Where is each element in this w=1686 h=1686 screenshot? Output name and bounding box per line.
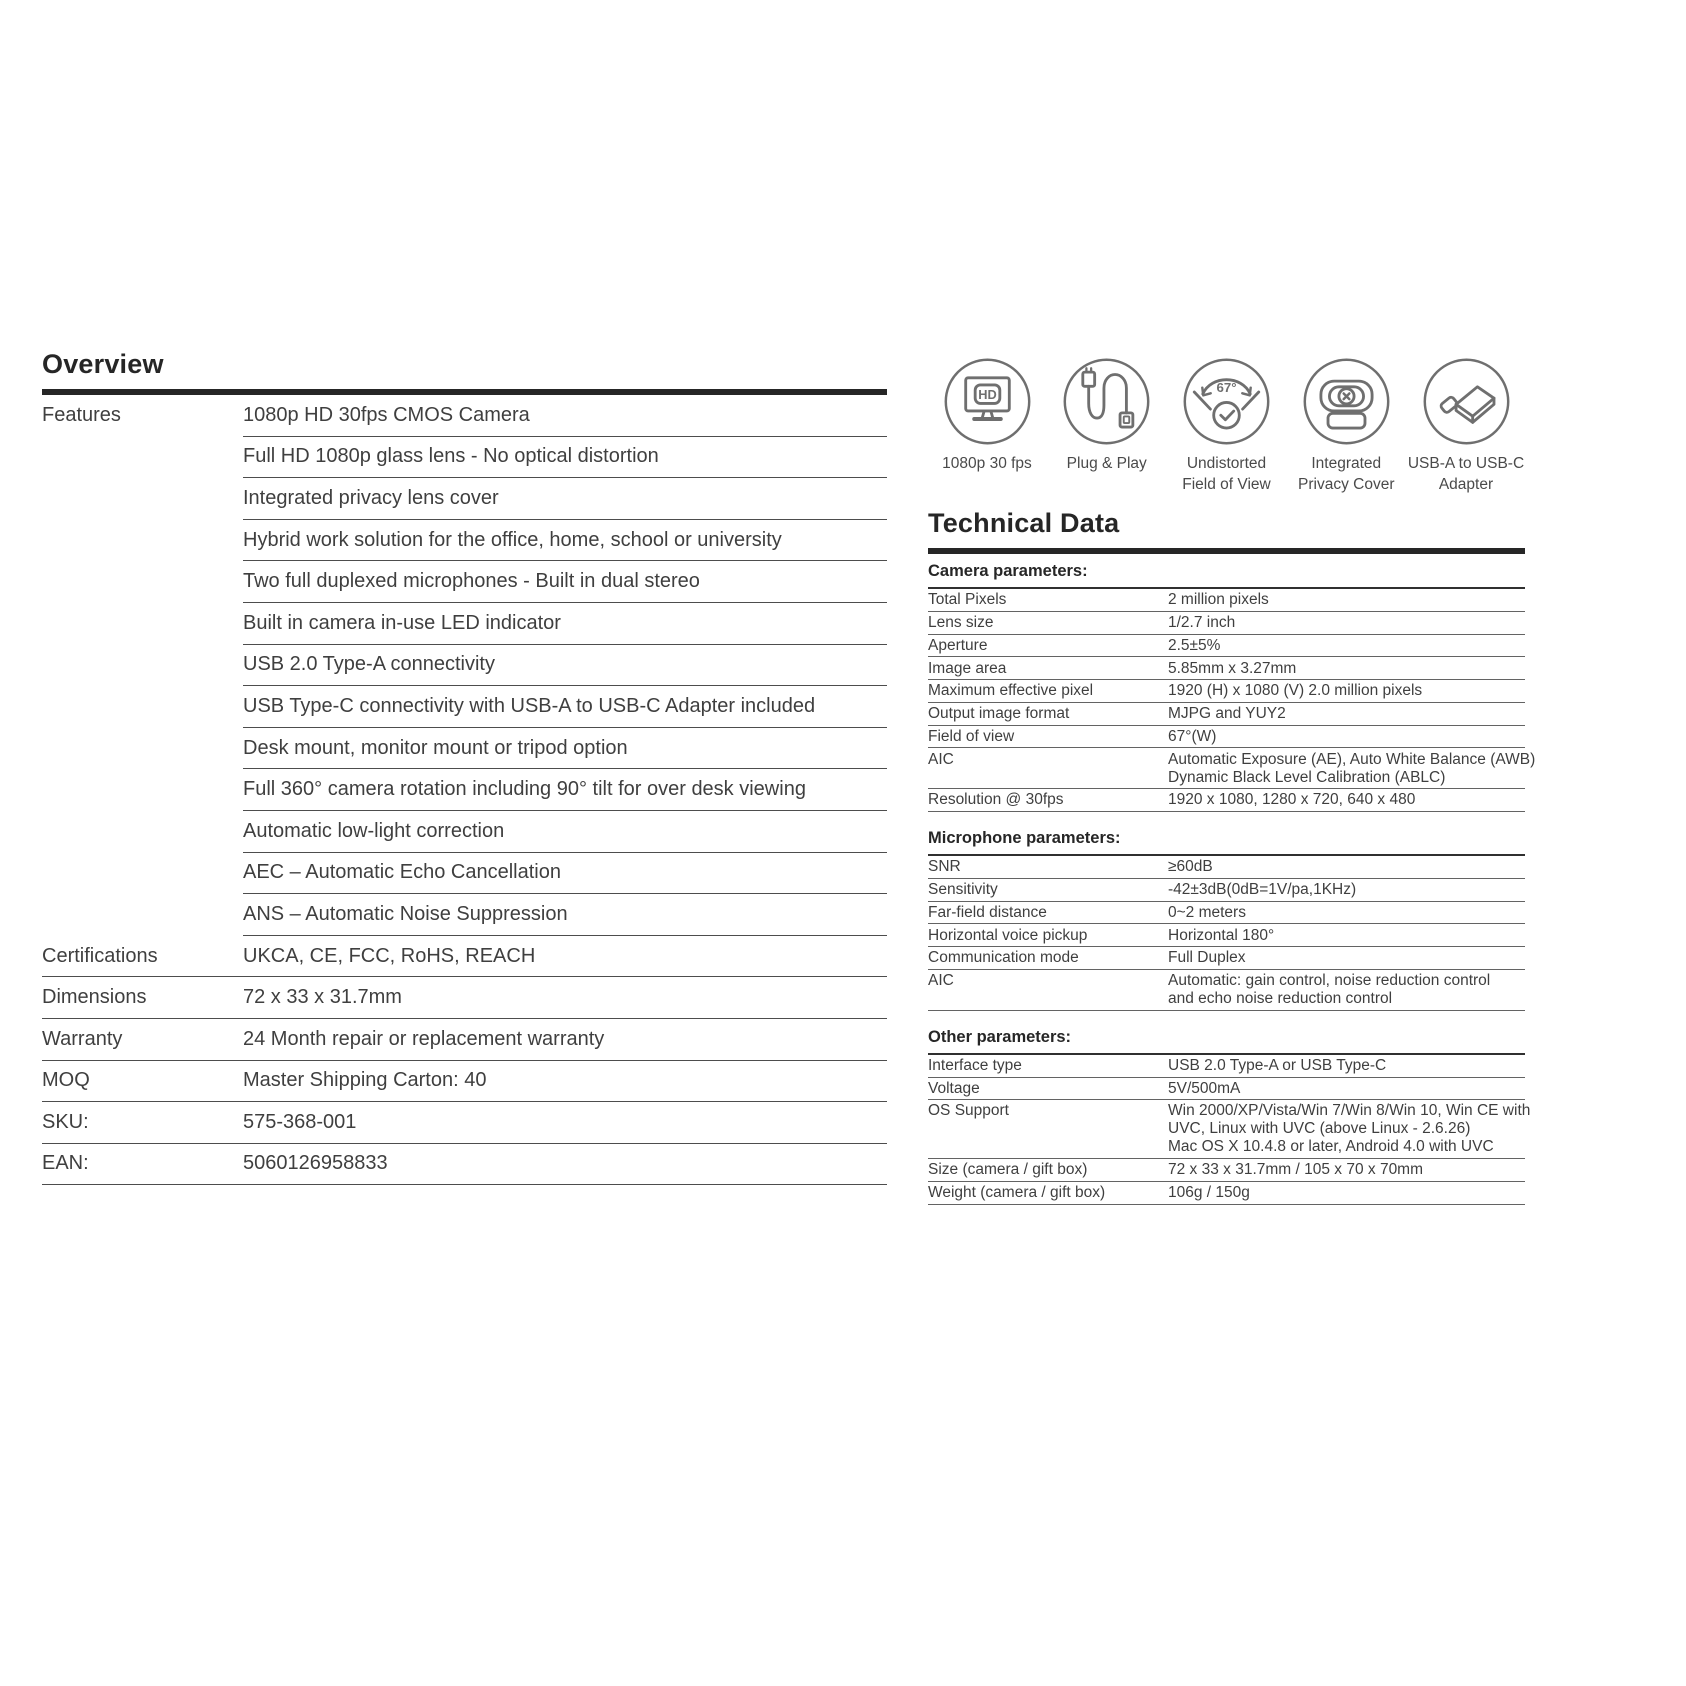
tech-row-label: Horizontal voice pickup [928, 926, 1088, 944]
tech-row-value [1168, 858, 1525, 876]
tech-row-value-line: 1920 (H) x 1080 (V) 2.0 million pixels [1168, 682, 1423, 700]
tech-row-value [1168, 791, 1525, 809]
tech-row [928, 1159, 1525, 1182]
technical-data-title: Technical Data [928, 508, 1120, 538]
feature-badge [1168, 356, 1286, 508]
tech-row-value [1168, 972, 1525, 1008]
technical-data-tables [928, 554, 1536, 1205]
svg-text:67°: 67° [1216, 380, 1237, 396]
tech-row [928, 879, 1525, 902]
overview-row-value: Full HD 1080p glass lens - No optical distortion [243, 437, 887, 479]
tech-row [928, 1078, 1525, 1101]
tech-row-value [1168, 591, 1525, 609]
overview-feature-row [42, 603, 887, 645]
tech-section-heading: Other parameters: [928, 1020, 1525, 1055]
tech-row [928, 902, 1525, 925]
overview-feature-row [42, 520, 887, 562]
tech-row-value [1168, 682, 1525, 700]
tech-row-label: Sensitivity [928, 881, 998, 898]
overview-feature-row [42, 561, 887, 603]
badge-label-line: Adapter [1438, 475, 1494, 493]
tech-row [928, 1055, 1525, 1078]
tech-row [928, 947, 1525, 970]
overview-row-label: Features [42, 404, 121, 427]
overview-row-label [42, 561, 243, 603]
tech-row-label: Resolution @ 30fps [928, 791, 1064, 809]
overview-feature-row [42, 395, 887, 437]
overview-row-value: Desk mount, monitor mount or tripod option [243, 728, 887, 770]
tech-row-value-line: USB 2.0 Type-A or USB Type-C [1168, 1056, 1387, 1074]
tech-row-value [1168, 881, 1525, 899]
tech-row-label: Output image format [928, 705, 1070, 723]
tech-row-value-line: 5.85mm x 3.27mm [1168, 659, 1297, 677]
overview-row-value: Full 360° camera rotation including 90° tilt for over desk viewing [243, 769, 887, 811]
tech-row-value [1168, 705, 1525, 723]
badge-label [1407, 454, 1525, 495]
tech-row-value-line: Full Duplex [1168, 949, 1246, 967]
tech-row-value [1168, 1184, 1525, 1202]
tech-row-value-line: 1920 x 1080, 1280 x 720, 640 x 480 [1168, 791, 1416, 809]
tech-row [928, 970, 1525, 1011]
tech-row-value-line: Mac OS X 10.4.8 or later, Android 4.0 with UVC [1168, 1138, 1494, 1156]
badge-label-line: 1080p 30 fps [942, 455, 1032, 472]
tech-row-value-line: 2 million pixels [1168, 591, 1269, 609]
tech-row-label: Lens size [928, 613, 994, 631]
overview-table [42, 395, 887, 1185]
overview-row-value: Integrated privacy lens cover [243, 478, 887, 520]
privacy-cover-icon [1287, 356, 1405, 447]
tech-row [928, 748, 1536, 789]
tech-row-value-line: -42±3dB(0dB=1V/pa,1KHz) [1168, 881, 1357, 898]
tech-row-value-line: Dynamic Black Level Calibration (ABLC) [1168, 768, 1446, 786]
overview-feature-row [42, 769, 887, 811]
overview-row-value: 72 x 33 x 31.7mm [243, 986, 402, 1009]
tech-section-heading: Camera parameters: [928, 554, 1525, 589]
overview-row-value: Master Shipping Carton: 40 [243, 1069, 487, 1092]
overview-feature-row [42, 478, 887, 520]
overview-row-label [42, 520, 243, 562]
tech-row-value-line: 1/2.7 inch [1168, 613, 1236, 631]
overview-feature-row [42, 853, 887, 895]
tech-row-label: Far-field distance [928, 903, 1047, 921]
overview-row-label: MOQ [42, 1069, 90, 1092]
overview-meta-row [42, 1102, 887, 1144]
tech-row-value-line: 72 x 33 x 31.7mm / 105 x 70 x 70mm [1168, 1161, 1424, 1179]
badge-label-line: USB-A to USB-C [1407, 455, 1525, 472]
overview-row-label: SKU: [42, 1110, 89, 1133]
overview-feature-row [42, 437, 887, 479]
tech-row-value-line: MJPG and YUY2 [1168, 705, 1286, 723]
overview-meta-row [42, 1144, 887, 1186]
tech-row [928, 726, 1525, 749]
tech-row-label: Weight (camera / gift box) [928, 1184, 1106, 1202]
overview-row-value: 1080p HD 30fps CMOS Camera [243, 395, 887, 437]
tech-section-heading: Microphone parameters: [928, 821, 1525, 856]
tech-row-label: Communication mode [928, 949, 1079, 967]
tech-row-value [1168, 637, 1525, 655]
tech-row-label: Field of view [928, 727, 1015, 745]
overview-meta-row [42, 977, 887, 1019]
feature-badge [1407, 356, 1525, 508]
field-of-view-icon [1168, 356, 1286, 447]
overview-row-value: Two full duplexed microphones - Built in dual stereo [243, 561, 887, 603]
tech-row [928, 1182, 1525, 1205]
overview-feature-row [42, 728, 887, 770]
overview-row-value: Built in camera in-use LED indicator [243, 603, 887, 645]
tech-row-value [1168, 751, 1535, 787]
tech-row-label: Total Pixels [928, 591, 1007, 609]
overview-row-label [42, 645, 243, 687]
tech-row-value [1168, 904, 1525, 922]
overview-feature-row [42, 686, 887, 728]
overview-row-label [42, 603, 243, 645]
overview-row-label: EAN: [42, 1152, 89, 1175]
overview-row-label [42, 686, 243, 728]
tech-row [928, 680, 1525, 703]
tech-row [928, 924, 1525, 947]
feature-badges-row [928, 356, 1525, 508]
overview-row-value: Automatic low-light correction [243, 811, 887, 853]
tech-row [928, 856, 1525, 879]
badge-label-line: Integrated [1311, 455, 1382, 472]
tech-row-label: OS Support [928, 1102, 1009, 1120]
overview-row-label [42, 437, 243, 479]
technical-data-section [928, 508, 1525, 554]
overview-feature-row [42, 811, 887, 853]
feature-badge [1287, 356, 1405, 508]
tech-row-value [1168, 1057, 1525, 1075]
tech-row [928, 657, 1525, 680]
tech-row-value [1168, 1102, 1530, 1156]
overview-row-value: USB Type-C connectivity with USB-A to USB-C Adapter included [243, 686, 887, 728]
usb-cable-icon [1048, 356, 1166, 447]
tech-row-value [1168, 927, 1525, 945]
tech-row-label: Image area [928, 659, 1007, 677]
overview-row-label: Certifications [42, 944, 158, 967]
tech-row [928, 635, 1525, 658]
overview-feature-row [42, 645, 887, 687]
tech-row-label: Interface type [928, 1056, 1022, 1074]
overview-row-value: UKCA, CE, FCC, RoHS, REACH [243, 944, 536, 967]
tech-row-value [1168, 949, 1525, 967]
badge-label-line: Undistorted [1186, 455, 1267, 472]
tech-row-label: AIC [928, 750, 954, 768]
tech-row-value [1168, 614, 1525, 632]
tech-row-value-line: 106g / 150g [1168, 1184, 1250, 1202]
overview-row-value: 24 Month repair or replacement warranty [243, 1027, 605, 1050]
tech-row-label: SNR [928, 858, 961, 876]
feature-badge [1048, 356, 1166, 508]
overview-title: Overview [42, 349, 164, 379]
tech-row-label: Size (camera / gift box) [928, 1161, 1088, 1179]
tech-row [928, 589, 1525, 612]
tech-row-label: AIC [928, 972, 954, 990]
tech-row-value-line: Horizontal 180° [1168, 926, 1275, 944]
overview-row-label [42, 478, 243, 520]
tech-row [928, 1100, 1531, 1159]
overview-row-label [42, 769, 243, 811]
tech-row-value-line: Win 2000/XP/Vista/Win 7/Win 8/Win 10, Win CE with [1168, 1102, 1531, 1120]
tech-row [928, 789, 1525, 812]
overview-feature-row [42, 894, 887, 936]
tech-row-value-line: 67°(W) [1168, 727, 1217, 745]
badge-label-line: Plug & Play [1066, 455, 1147, 472]
badge-label [1168, 454, 1286, 495]
overview-row-label [42, 894, 243, 936]
tech-row-value [1168, 728, 1525, 746]
badge-label [1048, 454, 1166, 475]
svg-text:HD: HD [977, 387, 997, 403]
tech-row-value-line: and echo noise reduction control [1168, 990, 1393, 1008]
badge-label [1287, 454, 1405, 495]
tech-row-label: Aperture [928, 636, 988, 654]
badge-label-line: Field of View [1182, 475, 1271, 493]
overview-row-label [42, 811, 243, 853]
overview-meta-row [42, 936, 887, 978]
tech-row-value-line: ≥60dB [1168, 858, 1213, 876]
tech-row [928, 612, 1525, 635]
hd-monitor-icon [928, 356, 1046, 447]
overview-row-value: Hybrid work solution for the office, home, school or university [243, 520, 887, 562]
tech-row-value-line: Automatic Exposure (AE), Auto White Balance (AWB) [1168, 750, 1536, 768]
tech-row-value [1168, 1080, 1525, 1098]
overview-meta-row [42, 1019, 887, 1061]
right-column [928, 356, 1536, 1205]
tech-section [928, 554, 1536, 812]
tech-row-value-line: Automatic: gain control, noise reduction control [1168, 972, 1491, 990]
overview-row-value: USB 2.0 Type-A connectivity [243, 645, 887, 687]
tech-row-value-line: 0~2 meters [1168, 903, 1246, 921]
tech-row [928, 703, 1525, 726]
tech-row-label: Voltage [928, 1079, 980, 1097]
overview-row-value: 5060126958833 [243, 1152, 388, 1175]
badge-label-line: Privacy Cover [1298, 475, 1395, 493]
overview-row-label: Warranty [42, 1027, 123, 1050]
tech-section [928, 821, 1525, 1011]
overview-row-value: ANS – Automatic Noise Suppression [243, 894, 887, 936]
usb-adapter-icon [1407, 356, 1525, 447]
feature-badge [928, 356, 1046, 508]
overview-row-label [42, 853, 243, 895]
overview-row-value: AEC – Automatic Echo Cancellation [243, 853, 887, 895]
tech-row-value-line: 5V/500mA [1168, 1079, 1241, 1097]
overview-section [42, 349, 887, 1185]
tech-row-value-line: UVC, Linux with UVC (above Linux - 2.6.26) [1168, 1120, 1471, 1138]
overview-row-label [42, 728, 243, 770]
tech-row-value [1168, 660, 1525, 678]
tech-section [928, 1020, 1531, 1205]
overview-row-label: Dimensions [42, 986, 147, 1009]
tech-row-value-line: 2.5±5% [1168, 636, 1221, 654]
tech-row-value [1168, 1161, 1525, 1179]
badge-label [928, 454, 1046, 475]
overview-row-value: 575-368-001 [243, 1110, 357, 1133]
overview-meta-row [42, 1061, 887, 1103]
tech-row-label: Maximum effective pixel [928, 682, 1094, 700]
